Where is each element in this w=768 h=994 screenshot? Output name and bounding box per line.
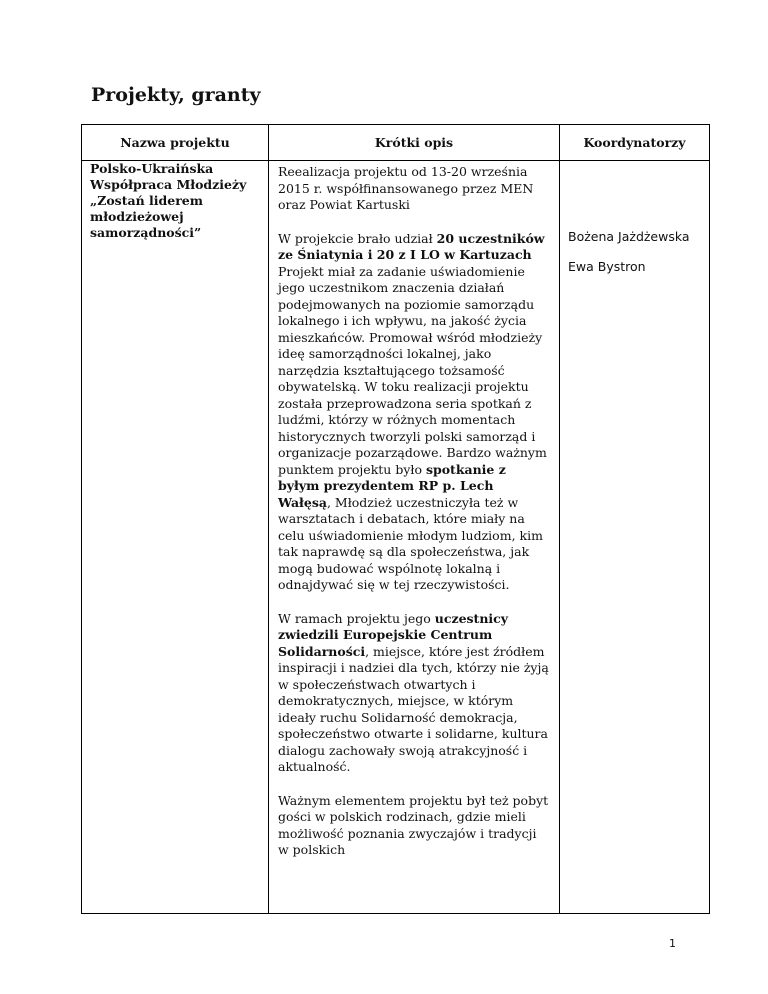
page-title: Projekty, granty bbox=[91, 84, 261, 106]
project-name: Polsko-Ukraińska Współpraca Młodzieży „Zostań liderem młodzieżowej samorządności” bbox=[90, 161, 247, 240]
page-number: 1 bbox=[669, 937, 676, 950]
description-highlight: spotkanie z byłym prezydentem RP p. Lech Wałęsą bbox=[278, 461, 506, 510]
description-paragraph-1: Reealizacja projektu od 13-20 września 2015 r. współfinansowanego przez MEN oraz Powiat Kartuski bbox=[278, 164, 534, 212]
header-project-name: Nazwa projektu bbox=[82, 125, 269, 161]
table-row bbox=[82, 161, 710, 914]
project-description-cell bbox=[269, 161, 560, 914]
coordinators-cell bbox=[560, 161, 710, 914]
table-header-row bbox=[82, 125, 710, 161]
description-highlight: uczestnicy zwiedzili Europejskie Centrum Solidarności bbox=[278, 610, 509, 659]
project-name-cell bbox=[82, 161, 269, 914]
header-coordinators: Koordynatorzy bbox=[560, 125, 710, 161]
description-text: , Młodzież uczestniczyła też w warsztatach i debatach, które miały na celu uświadomienie młodym ludziom, kim tak naprawdę są dla społeczeństwa, jak mogą budować wspólnotę lokalną i odnajdywać się w tej rzeczywistości. bbox=[278, 494, 543, 592]
description-paragraph-3 bbox=[278, 611, 549, 776]
description-highlight: 20 uczestników ze Śniatynia i 20 z I LO w Kartuzach bbox=[278, 230, 545, 262]
description-text: , miejsce, które jest źródłem inspiracji i nadziei dla tych, którzy nie żyją w społeczeństwach otwartych i demokratycznych, miejsce, w którym ideały ruchu Solidarność demokracja, społeczeństwo otwarte i solidarne, kultura dialogu zachowały swoją atrakcyjność i aktualność. bbox=[278, 643, 549, 774]
description-text: W projekcie brało udział bbox=[278, 230, 437, 246]
projects-table bbox=[81, 124, 710, 914]
description-paragraph-4: Ważnym elementem projektu był też pobyt gości w polskich rodzinach, gdzie mieli możliwość poznania zwyczajów i tradycji w polskich bbox=[278, 792, 549, 857]
description-text: W ramach projektu jego bbox=[278, 610, 435, 626]
description-paragraph-2 bbox=[278, 231, 549, 594]
description-text: Projekt miał za zadanie uświadomienie jego uczestnikom znaczenia działań podejmowanych na poziomie samorządu lokalnego i ich wpływu, na jakość życia mieszkańców. Promował wśród młodzieży ideę samorządności lokalnej, jako narzędzia kształtującego tożsamość obywatelską. W toku realizacji projektu została przeprowadzona seria spotkań z ludźmi, którzy w różnych momentach historycznych tworzyli polski samorząd i organizacje pozarządowe. Bardzo ważnym punktem projektu było bbox=[278, 263, 547, 477]
header-short-description: Krótki opis bbox=[269, 125, 560, 161]
coordinator-name: Bożena Jażdżewska bbox=[568, 229, 690, 244]
coordinator-name: Ewa Bystron bbox=[568, 259, 646, 274]
